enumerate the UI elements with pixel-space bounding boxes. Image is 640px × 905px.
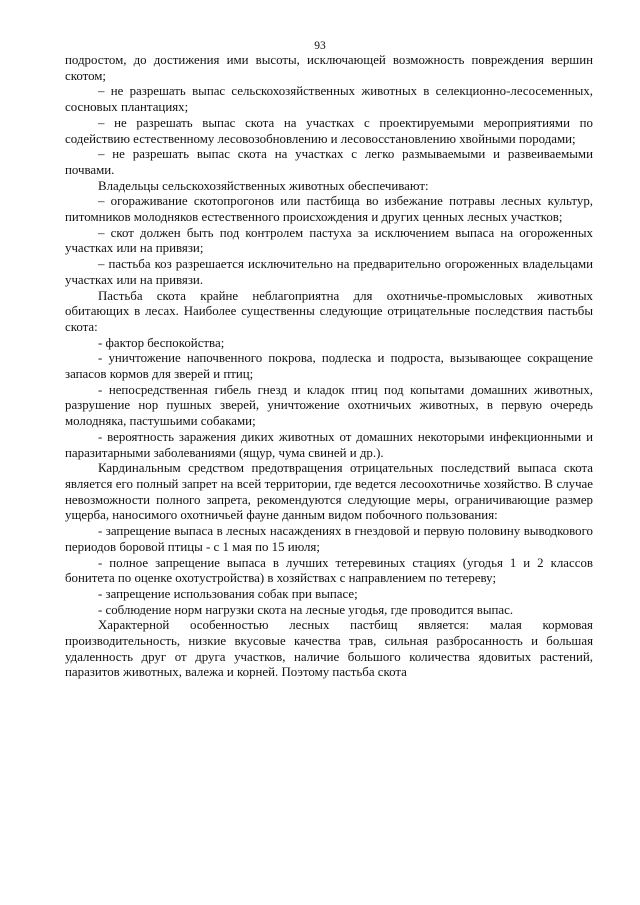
paragraph: - запрещение использования собак при выпасе;: [98, 586, 358, 601]
paragraph: Кардинальным средством предотвращения отрицательных последствий выпаса скота является его полный запрет на всей территории, где ведется лесоохотничье хозяйство. В случае невозможности полного запрета, рекомендуются следующие меры, ограничивающие размер ущерба, наносимого охотничьей фауне данным видом побочного пользования:: [65, 461, 593, 523]
paragraph: Характерной особенностью лесных пастбищ является: малая кормовая производительность, низкие вкусовые качества трав, сильная разбросанность и большая удаленность друг от друга участков, наличие большого количества ядовитых растений, паразитов животных, валежа и корней. Поэтому пастьба скота: [65, 618, 593, 680]
paragraph: - соблюдение норм нагрузки скота на лесные угодья, где проводится выпас.: [98, 602, 514, 617]
paragraph: Пастьба скота крайне неблагоприятна для охотничье-промысловых животных обитающих в лесах. Наиболее существенны следующие отрицательные последствия пастьбы скота:: [65, 288, 593, 334]
paragraph: - уничтожение напочвенного покрова, подлеска и подроста, вызывающее сокращение запасов кормов для зверей и птиц;: [65, 351, 593, 382]
paragraph: – не разрешать выпас скота на участках с проектируемыми мероприятиями по содействию естественному лесовозобновлению и лесовосстановлению хвойными породами;: [65, 115, 593, 146]
paragraph: - непосредственная гибель гнезд и кладок птиц под копытами домашних животных, разрушение нор пушных зверей, уничтожение охотничьих животных, в первую очередь молодняка, пастушьими собаками;: [65, 382, 593, 429]
paragraph: - запрещение выпаса в лесных насаждениях в гнездовой и первую половину выводкового периодов боровой птицы - с 1 мая по 15 июля;: [65, 524, 593, 554]
document-body: [65, 53, 593, 681]
paragraph: подростом, до достижения ими высоты, исключающей возможность повреждения вершин скотом;: [65, 53, 593, 83]
paragraph: - полное запрещение выпаса в лучших тетеревиных стациях (угодья 1 и 2 классов бонитета по оценке охотустройства) в хозяйствах с направлением по тетереву;: [65, 555, 593, 586]
page-number: 93: [314, 40, 326, 52]
paragraph: – скот должен быть под контролем пастуха за исключением выпаса на огороженных участках или на привязи;: [65, 225, 593, 256]
paragraph: Владельцы сельскохозяйственных животных обеспечивают:: [98, 178, 429, 193]
paragraph: – не разрешать выпас скота на участках с легко размываемыми и развеиваемыми почвами.: [65, 147, 593, 177]
paragraph: – не разрешать выпас сельскохозяйственных животных в селекционно-лесосеменных, сосновых плантациях;: [65, 84, 593, 115]
paragraph: - вероятность заражения диких животных от домашних некоторыми инфекционными и паразитарными заболеваниями (ящур, чума свиней и др.).: [65, 429, 593, 460]
paragraph: – огораживание скотопрогонов или пастбища во избежание потравы лесных культур, питомников молодняков естественного происхождения и других ценных лесных участков;: [65, 194, 593, 225]
paragraph: – пастьба коз разрешается исключительно на предварительно огороженных владельцами участках или на привязи.: [65, 257, 593, 287]
paragraph: - фактор беспокойства;: [98, 335, 225, 350]
